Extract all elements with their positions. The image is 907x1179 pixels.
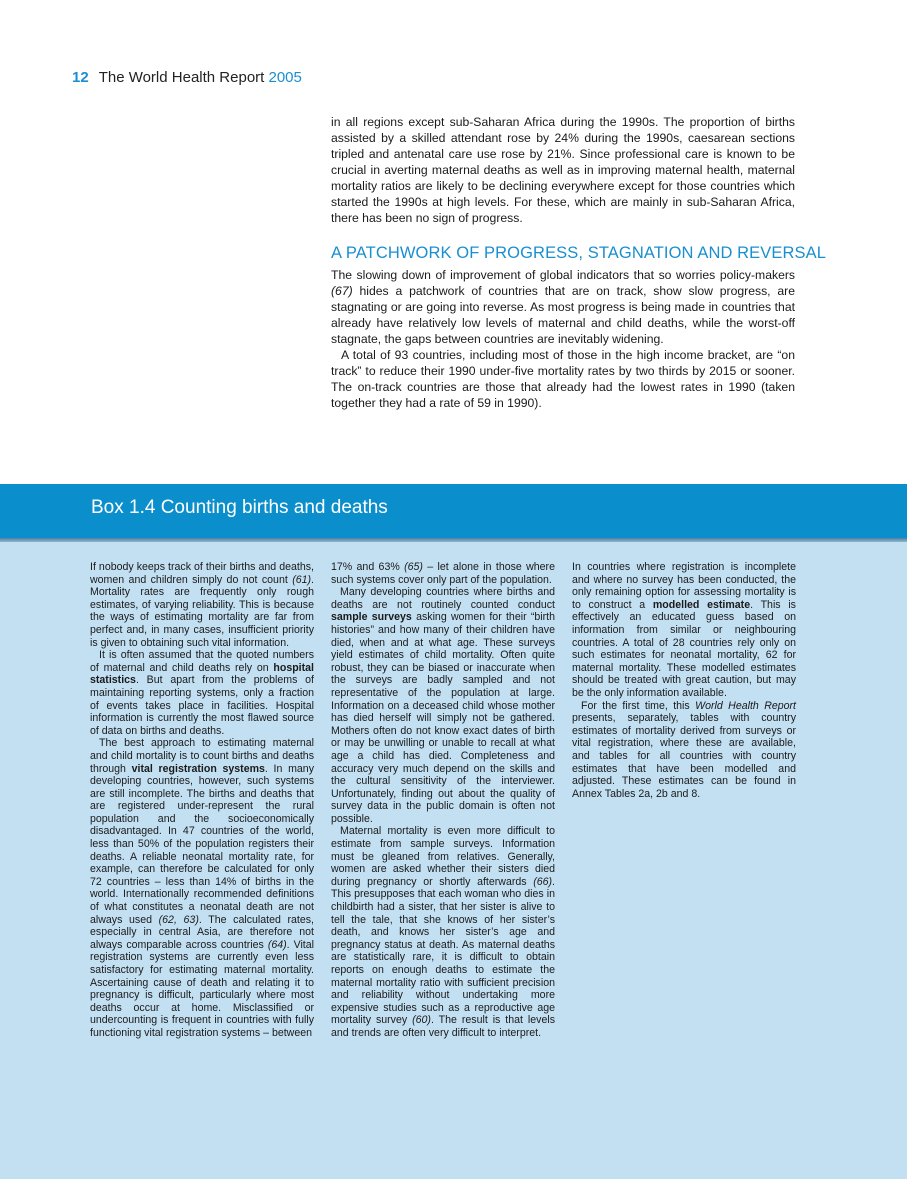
box-paragraph [572, 561, 796, 700]
text-run: The best approach to estimating maternal and child mortality is to count births and deaths through [90, 737, 314, 775]
reference-citation: (62, 63) [158, 913, 199, 926]
text-run: – let alone in those where such systems cover only part of the population. [331, 561, 555, 586]
text-run: The slowing down of improvement of global indicators that so worries policy-makers [331, 268, 795, 282]
page-number: 12 [72, 69, 89, 86]
text-run: . The calculated rates, especially in central Asia, are therefore not always comparable across countries [90, 913, 314, 951]
reference-citation: (60) [412, 1014, 431, 1027]
running-head [72, 69, 302, 86]
main-paragraph [331, 267, 795, 347]
box-column-1 [90, 561, 314, 1040]
text-run: Maternal mortality is even more difficult to estimate from sample surveys. Information must be gleaned from relatives. Generally, women are asked whether their sisters died during pregnancy or shortly afterwards [331, 825, 555, 888]
text-run: Many developing countries where births and deaths are not routinely counted conduct [331, 586, 555, 611]
box-column-2 [331, 561, 555, 1040]
box-title: Box 1.4 Counting births and deaths [91, 497, 388, 518]
main-paragraph: in all regions except sub-Saharan Africa during the 1990s. The proportion of births assisted by a skilled attendant rose by 24% during the 1990s, caesarean sections tripled and antenatal care use rose by 21%. Since professional care is known to be crucial in averting maternal deaths as well as in improving maternal health, maternal mortality ratios are likely to be declining everywhere except for those countries which started the 1990s at high levels. For these, which are mainly in sub-Saharan Africa, there has been no sign of progress. [331, 115, 795, 225]
main-text [331, 114, 826, 411]
text-run: hides a patchwork of countries that are on track, show slow progress, are stagnating or are going into reverse. As most progress is being made in countries that already have relatively low levels of maternal and child deaths, while the worst-off stagnate, the gaps between countries are inevitably widening. [331, 284, 795, 346]
text-run: If nobody keeps track of their births and deaths, women and children simply do not count [90, 561, 314, 586]
reference-citation: (65) [404, 561, 423, 573]
box-paragraph [90, 649, 314, 737]
text-run: . In many developing countries, however, such systems are still incomplete. The births and deaths that are registered under-represent the rural population and the socioeconomically disadvantaged. In 47 countries of the world, less than 50% of the population registers their deaths. A reliable neonatal mortality rate, for example, can therefore be calculated for only 72 countries – less than 14% of births in the world. Internationally recommended definitions of what constitutes a neonatal death are not always used [90, 762, 314, 926]
box-paragraph [331, 825, 555, 1039]
box-paragraph [331, 586, 555, 825]
report-year: 2005 [268, 69, 302, 86]
section-heading: A PATCHWORK OF PROGRESS, STAGNATION AND REVERSAL [331, 244, 826, 262]
text-run: In countries where registration is incomplete and where no survey has been conducted, the only remaining option for assessing mortality is to construct a [572, 561, 796, 611]
bold-term: vital registration systems [131, 762, 265, 775]
box-paragraph [572, 700, 796, 801]
text-run: 17% and 63% [331, 561, 405, 573]
bold-term: sample surveys [331, 611, 412, 624]
report-title: The World Health Report [98, 69, 265, 86]
text-run: . This is effectively an educated guess based on information from similar or neighbouring countries. A total of 28 countries rely only on such estimates for neonatal mortality, 62 for maternal mortality. These modelled estimates should be treated with great caution, but may be the only information available. [572, 598, 796, 699]
box-paragraph [90, 561, 314, 649]
reference-citation: (64) [267, 938, 287, 951]
box-paragraph [90, 737, 314, 1039]
text-run: . Mortality rates are frequently only rough estimates, of varying reliability. This is because the ways of estimating mortality are far from perfect and, in many cases, insufficient priority is given to obtaining such vital information. [90, 573, 314, 649]
text-run: For the first time, this [581, 699, 696, 712]
text-run: asking women for their “birth histories” and how many of their children have died, when and at what age. These surveys yield estimates of child mortality. Often quite robust, they can be biased or inaccurate when the surveys are badly sampled and not representative of the population at large. Information on a deceased child whose mother has died herself will simply not be gathered. Mothers often do not know exact dates of birth or may be unwilling or unable to recall at what age a child has died. Completeness and accuracy very much depend on the skills and the cultural sensitivity of the interviewer. Unfortunately, finding out about the quality of survey data in the public domain is often not possible. [331, 611, 555, 825]
text-run: . But apart from the problems of maintaining reporting systems, only a fraction of events takes place in facilities. Hospital information is currently the most flawed source of data on births and deaths. [90, 674, 314, 737]
text-run: presents, separately, tables with country estimates of mortality derived from surveys or vital registration, where these are available, and tables for all countries with country estimates that have been modelled and adjusted. These estimates can be found in Annex Tables 2a, 2b and 8. [572, 712, 796, 800]
box-column-3 [572, 561, 796, 800]
text-run: . This presupposes that each woman who dies in childbirth had a sister, that her sister is alive to tell the tale, that she knows of her sister’s death, and knows her sister’s age and pregnancy status at death. As maternal deaths are statistically rare, it is difficult to obtain reports on enough deaths to estimate the maternal mortality ratio with sufficient precision and reliability without undertaking more expensive studies such as a reproductive age mortality survey [331, 875, 555, 1027]
text-run: It is often assumed that the quoted numbers of maternal and child deaths rely on [90, 649, 314, 674]
report-title-italic: World Health Report [695, 699, 796, 712]
box-paragraph [331, 561, 555, 586]
main-paragraph: A total of 93 countries, including most of those in the high income bracket, are “on track” to reduce their 1990 under-five mortality rates by two thirds by 2015 or sooner. The on-track countries are those that already had the lowest rates in 1990 (taken together they had a rate of 59 in 1990). [331, 348, 795, 410]
text-run: . Vital registration systems are currently even less satisfactory for estimating maternal mortality. Ascertaining cause of death and relating it to pregnancy is difficult, particularly where most deaths occur at home. Misclassified or undercounting is frequent in countries with fully functioning vital registration systems – between [90, 938, 314, 1039]
bold-term: hospital statistics [90, 661, 314, 687]
bold-term: modelled estimate [652, 598, 751, 611]
reference-citation: (61) [292, 573, 312, 586]
reference-citation: (67) [331, 284, 353, 298]
reference-citation: (66) [533, 875, 553, 888]
text-run: . The result is that levels and trends are often very difficult to interpret. [331, 1014, 555, 1039]
